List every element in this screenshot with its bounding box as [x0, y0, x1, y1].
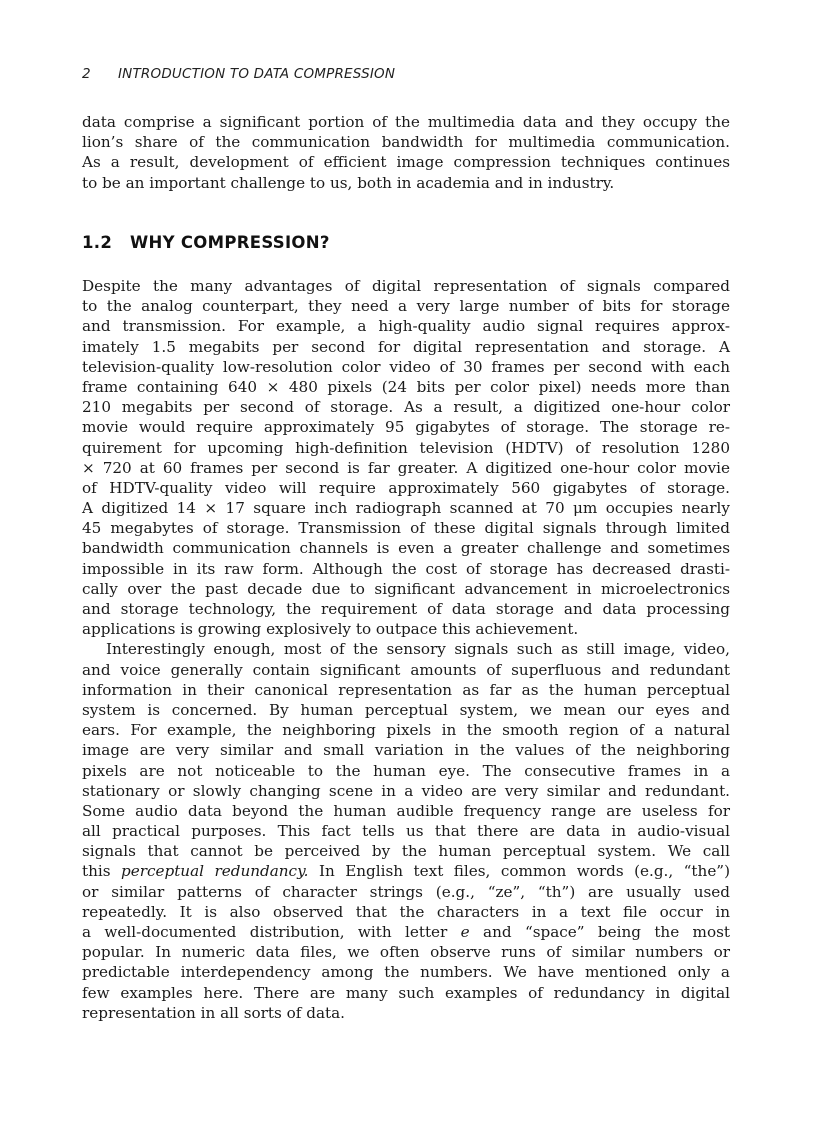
text-line: image are very similar and small variation in the values of the neighboring [82, 741, 730, 760]
text-line: bandwidth communication channels is even a greater challenge and sometimes [82, 539, 730, 558]
text-line: stationary or slowly changing scene in a video are very similar and redundant. [82, 781, 730, 800]
text-line: movie would require approximately 95 gigabytes of storage. The storage re- [82, 418, 730, 437]
text-line: × 720 at 60 frames per second is far greater. A digitized one-hour color movie [82, 458, 730, 477]
text-line: A digitized 14 × 17 square inch radiograph scanned at 70 μm occupies nearly [82, 499, 730, 518]
text-line: and transmission. For example, a high-quality audio signal requires approx- [82, 317, 730, 336]
text-line: 210 megabits per second of storage. As a result, a digitized one-hour color [82, 398, 730, 417]
text-line: system is concerned. By human perceptual system, we mean our eyes and [82, 700, 730, 719]
text-line: Some audio data beyond the human audible frequency range are useless for [82, 801, 730, 820]
text-line: representation in all sorts of data. [82, 1003, 345, 1022]
text-line: As a result, development of efficient image compression techniques continues [82, 153, 730, 172]
section-number: 1.2 [82, 233, 113, 252]
section-heading [82, 233, 330, 252]
emphasized-term: perceptual redundancy. [121, 862, 309, 881]
text-run: and “space” being the most [469, 923, 730, 941]
text-line: 45 megabytes of storage. Transmission of these digital signals through limited [82, 519, 730, 538]
paragraph-1 [82, 276, 730, 639]
text-line: applications is growing explosively to outpace this achievement. [82, 620, 579, 639]
chapter-title: INTRODUCTION TO DATA COMPRESSION [118, 66, 396, 82]
text-line: popular. In numeric data files, we often observe runs of similar numbers or [82, 943, 730, 962]
text-line: information in their canonical representation as far as the human perceptual [82, 680, 730, 699]
text-line: to the analog counterpart, they need a very large number of bits for storage [82, 297, 730, 316]
text-line: or similar patterns of character strings (e.g., “ze”, “th”) are usually used [82, 882, 730, 901]
intro-paragraph [82, 112, 730, 193]
text-run: In English text files, common words (e.g., “the”) [308, 862, 730, 881]
running-head [82, 66, 395, 82]
text-line: all practical purposes. This fact tells us that there are data in audio-visual [82, 822, 730, 841]
page-number: 2 [82, 66, 91, 82]
text-line: signals that cannot be perceived by the human perceptual system. We call [82, 842, 730, 861]
text-line: ears. For example, the neighboring pixels in the smooth region of a natural [82, 721, 730, 740]
text-line: repeatedly. It is also observed that the characters in a text file occur in [82, 902, 730, 921]
text-line: Despite the many advantages of digital representation of signals compared [82, 277, 730, 295]
text-line: quirement for upcoming high-definition television (HDTV) of resolution 1280 [82, 438, 730, 457]
text-line: to be an important challenge to us, both in academia and in industry. [82, 173, 615, 192]
paragraph-2 [82, 639, 730, 1023]
text-line: television-quality low-resolution color video of 30 frames per second with each [82, 357, 730, 376]
text-line: Interestingly enough, most of the sensory signals such as still image, video, [106, 640, 730, 659]
text-line: pixels are not noticeable to the human eye. The consecutive frames in a [82, 761, 730, 780]
section-body [82, 276, 730, 1023]
text-line: of HDTV-quality video will require approximately 560 gigabytes of storage. [82, 478, 730, 497]
text-line: and voice generally contain significant amounts of superfluous and redundant [82, 660, 730, 679]
text-line-with-emphasis [82, 922, 730, 942]
emphasized-letter: e [460, 923, 470, 941]
text-line: and storage technology, the requirement of data storage and data processing [82, 600, 730, 618]
text-line: lion’s share of the communication bandwidth for multimedia communication. [82, 133, 730, 152]
text-line: frame containing 640 × 480 pixels (24 bits per color pixel) needs more than [82, 377, 730, 396]
text-run: a well-documented distribution, with letter [82, 923, 461, 941]
text-line-with-emphasis [82, 861, 730, 881]
text-line: impossible in its raw form. Although the cost of storage has decreased drasti- [82, 559, 730, 578]
text-line: imately 1.5 megabits per second for digital representation and storage. A [82, 337, 730, 356]
text-run: this [82, 862, 122, 881]
text-line: data comprise a significant portion of the multimedia data and they occupy the [82, 113, 730, 131]
text-line: few examples here. There are many such examples of redundancy in digital [82, 983, 730, 1002]
section-title: WHY COMPRESSION? [130, 233, 330, 252]
text-line: cally over the past decade due to significant advancement in microelectronics [82, 579, 730, 598]
text-line: predictable interdependency among the numbers. We have mentioned only a [82, 963, 730, 982]
